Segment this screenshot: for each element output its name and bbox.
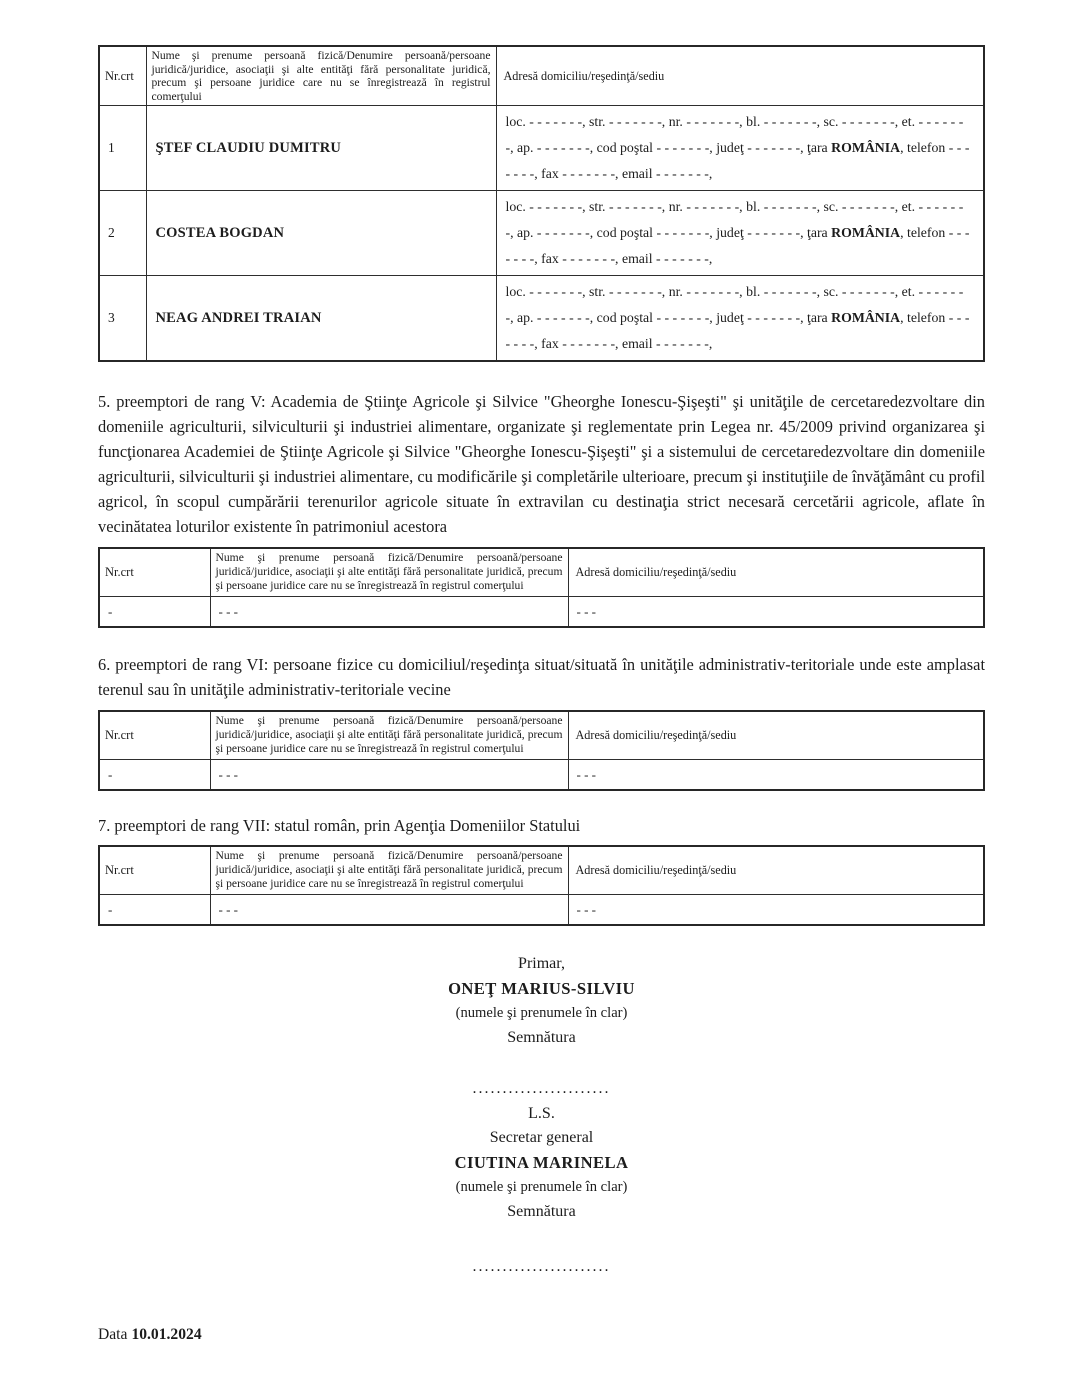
date-label: Data xyxy=(98,1325,128,1343)
name-note: (numele şi prenumele în clar) xyxy=(455,1179,628,1196)
col-header-name: Nume şi prenume persoană fizică/Denumire persoană/persoane juridică/juridice, asociaţii şi alte entităţi fără personalitate juridică, precum şi persoane juridice care nu se înregistrează în registrul comerţului xyxy=(210,846,568,894)
preemptors-rank6-table xyxy=(98,710,985,791)
table-header-row xyxy=(99,548,984,596)
signature-label: Semnătura xyxy=(507,1028,576,1046)
address-cell: - - - xyxy=(568,894,984,925)
row-number: 1 xyxy=(99,106,146,191)
table-row xyxy=(99,106,984,191)
signature-label: Semnătura xyxy=(507,1202,576,1220)
section5-paragraph: 5. preemptori de rang V: Academia de Ştiinţe Agricole şi Silvice "Gheorghe Ionescu-Şişeşti" şi unităţile de cercetaredezvoltare din domeniile agriculturii, silviculturii şi industriei alimentare, organizate şi reglementate prin Legea nr. 45/2009 privind organizarea şi funcţionarea Academiei de Ştiinţe Agricole şi Silvice "Gheorghe Ionescu-Şişeşti" şi a sistemului de cercetaredezvoltare din domeniile agriculturii, silviculturii şi industriei alimentare, cu modificările şi completările ulterioare, precum şi instituţiile de învăţământ cu profil agricol, în scopul cumpărării terenurilor agricole situate în extravilan cu destinaţia strict necesară cercetării agricole, aflate în vecinătatea loturilor existente în patrimoniul acestora xyxy=(98,392,985,537)
table-row xyxy=(99,759,984,790)
secretary-title: Secretar general xyxy=(489,1129,594,1147)
name-note: (numele şi prenumele în clar) xyxy=(455,1005,628,1022)
row-number: - xyxy=(99,894,210,925)
col-header-name: Nume şi prenume persoană fizică/Denumire persoană/persoane juridică/juridice, asociaţii şi alte entităţi fără personalitate juridică, precum şi persoane juridice care nu se înregistrează în registrul comerţului xyxy=(210,548,568,596)
col-header-address: Adresă domiciliu/reşedinţă/sediu xyxy=(568,846,984,894)
col-header-nr: Nr.crt xyxy=(99,711,210,759)
address-text-before: loc. - - - - - - -, str. - - - - - - -, nr. - - - - - - -, bl. - - - - - - -, sc. - - - - - - -, et. - - - - - - -, ap. - - - - - - -, cod poştal - - - - - - -, judeţ - - - - - - -, ţara xyxy=(505,114,964,156)
address-country: ROMÂNIA xyxy=(831,225,901,241)
row-number: 2 xyxy=(99,191,146,276)
col-header-address: Adresă domiciliu/reşedinţă/sediu xyxy=(568,548,984,596)
col-header-nr: Nr.crt xyxy=(99,548,210,596)
col-header-name: Nume şi prenume persoană fizică/Denumire persoană/persoane juridică/juridice, asociaţii şi alte entităţi fără personalitate juridică, precum şi persoane juridice care nu se înregistrează în registrul comerţului xyxy=(210,711,568,759)
table-header-row xyxy=(99,846,984,894)
row-number: 3 xyxy=(99,276,146,362)
col-header-address: Adresă domiciliu/reşedinţă/sediu xyxy=(496,46,984,106)
person-name: - - - xyxy=(210,894,568,925)
signature-block-primar xyxy=(98,952,985,1126)
row-number: - xyxy=(99,596,210,627)
col-header-nr: Nr.crt xyxy=(99,46,146,106)
row-number: - xyxy=(99,759,210,790)
address-cell xyxy=(496,191,984,276)
section6-paragraph: 6. preemptori de rang VI: persoane fizice cu domiciliul/reşedinţa situat/situată în unităţile administrativ-teritoriale unde este amplasat terenul sau în unităţile administrativ-teritoriale vecine xyxy=(98,655,985,700)
table-row xyxy=(99,894,984,925)
address-text-after: , telefon - - - - - - -, fax - - - - - - -, email - - - - - - -, xyxy=(505,140,970,182)
table-row xyxy=(99,191,984,276)
table-row xyxy=(99,276,984,362)
address-cell: - - - xyxy=(568,596,984,627)
date-value: 10.01.2024 xyxy=(131,1325,202,1343)
secretary-name: CIUTINA MARINELA xyxy=(454,1152,629,1172)
address-cell xyxy=(496,106,984,191)
table-row xyxy=(99,596,984,627)
date-line xyxy=(98,1326,985,1344)
primar-title: Primar, xyxy=(518,955,565,973)
table-header-row xyxy=(99,711,984,759)
address-text-after: , telefon - - - - - - -, fax - - - - - - -, email - - - - - - -, xyxy=(505,225,970,267)
signature-block-secretar xyxy=(98,1126,985,1280)
preemptors-rank4-table xyxy=(98,45,985,362)
signature-dots: ....................... xyxy=(472,1258,611,1276)
address-cell: - - - xyxy=(568,759,984,790)
ls-label: L.S. xyxy=(528,1104,555,1122)
preemptors-rank5-table xyxy=(98,547,985,628)
person-name: ŞTEF CLAUDIU DUMITRU xyxy=(146,106,496,191)
address-country: ROMÂNIA xyxy=(831,140,901,156)
person-name: NEAG ANDREI TRAIAN xyxy=(146,276,496,362)
address-country: ROMÂNIA xyxy=(831,310,901,326)
address-text-before: loc. - - - - - - -, str. - - - - - - -, nr. - - - - - - -, bl. - - - - - - -, sc. - - - - - - -, et. - - - - - - -, ap. - - - - - - -, cod poştal - - - - - - -, judeţ - - - - - - -, ţara xyxy=(505,284,964,326)
person-name: - - - xyxy=(210,596,568,627)
col-header-nr: Nr.crt xyxy=(99,846,210,894)
address-text-after: , telefon - - - - - - -, fax - - - - - - -, email - - - - - - -, xyxy=(505,310,970,352)
address-cell xyxy=(496,276,984,362)
table-header-row xyxy=(99,46,984,106)
primar-name: ONEŢ MARIUS-SILVIU xyxy=(448,978,635,998)
person-name: - - - xyxy=(210,759,568,790)
col-header-address: Adresă domiciliu/reşedinţă/sediu xyxy=(568,711,984,759)
col-header-name: Nume şi prenume persoană fizică/Denumire persoană/persoane juridică/juridice, asociaţii şi alte entităţi fără personalitate juridică, precum şi persoane juridice care nu se înregistrează în registrul comerţului xyxy=(146,46,496,106)
signature-dots: ....................... xyxy=(472,1080,611,1098)
section7-paragraph: 7. preemptori de rang VII: statul român, prin Agenţia Domeniilor Statului xyxy=(98,816,581,836)
person-name: COSTEA BOGDAN xyxy=(146,191,496,276)
preemptors-rank7-table xyxy=(98,845,985,926)
address-text-before: loc. - - - - - - -, str. - - - - - - -, nr. - - - - - - -, bl. - - - - - - -, sc. - - - - - - -, et. - - - - - - -, ap. - - - - - - -, cod poştal - - - - - - -, judeţ - - - - - - -, ţara xyxy=(505,199,964,241)
